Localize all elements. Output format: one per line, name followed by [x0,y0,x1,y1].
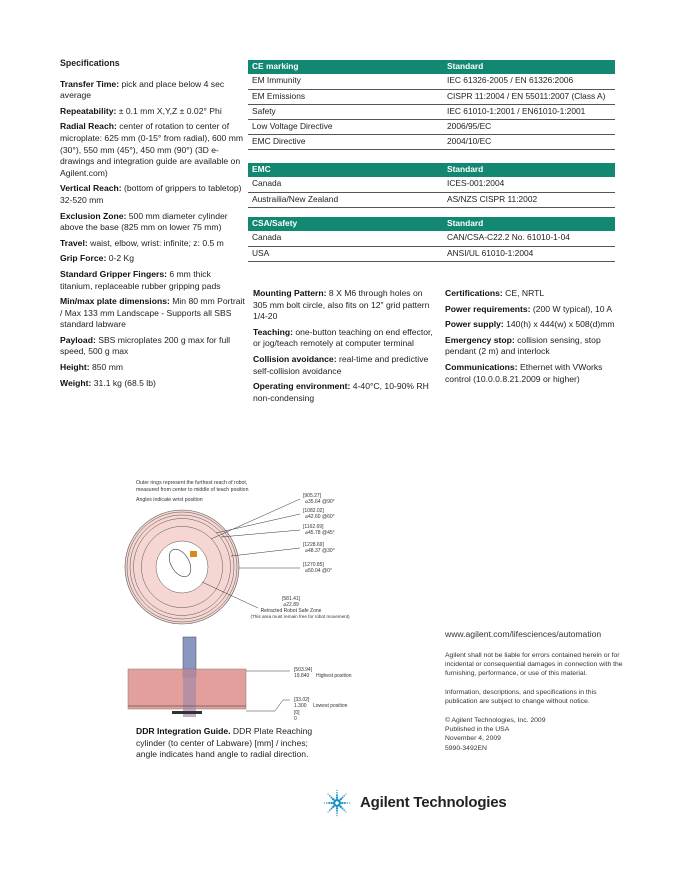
spark-dot [330,802,332,804]
spark-dot [343,809,345,811]
spec-label: Certifications: [445,288,503,298]
spec-label: Teaching: [253,326,293,337]
table-cell: ICES-001:2004 [443,177,615,192]
spark-dot [345,811,346,812]
low-label: Lowest position [313,703,348,709]
spec-value: 140(h) x 444(w) x 508(d)mm [503,319,615,330]
spec-label: Communications: [445,361,518,372]
spec-value: pick and place below 4 sec average [60,78,225,101]
table-cell: CISPR 11:2004 / EN 55011:2007 (Class A) [443,89,615,104]
column-header: Standard [443,163,615,177]
spark-dot [329,795,331,797]
column-header: CE marking [248,60,443,74]
spec-value: 850 mm [89,362,124,373]
spec-label: Emergency stop: [445,334,515,345]
spark-dot [336,796,338,798]
column-header: EMC [248,163,443,177]
high-in: 19.840 [294,673,310,679]
top-view [125,510,239,624]
ring-label-mm: [1162.69] [303,524,324,530]
zero-in: 0 [294,716,297,722]
diagram-note-3: Angles indicate wrist position [136,497,203,503]
spark-dot [349,802,350,803]
spark-dot [336,810,338,812]
low-in: 1.300 [294,703,307,709]
spec-label: Repeatability: [60,105,117,116]
spec-label: Min/max plate dimensions: [60,296,170,307]
spark-dot [332,806,334,808]
spec-value: real-time and predictive self-collision avoidance [253,353,429,376]
spark-dot [328,802,330,804]
spark-dot [336,815,337,816]
ring-label-angle: @30° [322,548,335,554]
disclaimer: Agilent shall not be liable for errors contained herein or for incidental or consequential damages in connection with the furnishing, performance, or use of this material. [445,651,623,678]
spec-value: (200 W typical), 10 A [530,303,613,314]
table-cell: EMC Directive [248,134,443,149]
spark-dot [328,794,329,795]
footer-info [445,629,625,753]
ring-label-mm: [1270.85] [303,562,324,568]
spec-label: Payload: [60,334,96,345]
spark-dot [336,812,338,814]
copyright: © Agilent Technologies, Inc. 2009 [445,716,546,724]
caption-text: DDR Plate Reaching cylinder (to center of Labware) [mm] / inches; angle indicates hand angle to radial direction. [136,726,313,760]
spec-value: collision sensing, stop pendant (2 m) and interlock [445,334,601,357]
diagram-caption [136,726,326,761]
publication-number: 5990-3492EN [445,744,487,752]
table-cell: 2004/10/EC [443,134,615,149]
spec-label: Vertical Reach: [60,183,122,194]
spark-dot [342,797,344,799]
agilent-spark-icon [322,786,352,820]
safe-mm: [581.41] [281,596,301,602]
spec-label: Transfer Time: [60,78,120,89]
spec-value: CE, NRTL [502,288,545,298]
spark-dot [345,794,346,795]
safe-in: ⌀22.89 [283,602,299,608]
high-label: Highest position [316,673,352,679]
table-cell: USA [248,246,443,261]
table-cell: EM Emissions [248,89,443,104]
table-cell: Austrailia/New Zealand [248,192,443,207]
spec-label: Standard Gripper Fingers: [60,268,167,279]
spark-dot [329,809,331,811]
notice: Information, descriptions, and specifications in this publication are subject to change without notice. [445,688,597,706]
ring-label-in: ⌀48.37 [305,548,321,554]
column-header: Standard [443,217,615,231]
ring-label-mm: [905.27] [303,493,322,499]
ring-label-in: ⌀45.78 [305,530,321,536]
diagram-note-2: measured from center to middle of teach position [136,487,249,493]
spark-dot [336,807,338,809]
ring-label-angle: @90° [322,499,335,505]
spark-dot [336,794,338,796]
ring-label-in: ⌀50.04 [305,568,321,574]
table-cell: EM Immunity [248,74,443,89]
spark-dot [336,792,338,794]
spec-label: Operating environment: [253,381,351,392]
spec-label: Height: [60,362,90,373]
spark-dot [342,808,344,810]
specifications-title: Specifications [60,58,120,68]
high-mm: [503.94] [294,667,313,673]
date: November 4, 2009 [445,735,501,743]
ring-label-angle: @45° [322,530,335,536]
spark-dot [331,808,333,810]
table-cell: CAN/CSA-C22.2 No. 61010-1-04 [443,231,615,246]
spec-value: Ethernet with VWorks control (10.0.0.8.21.2009 or higher) [445,361,603,384]
spec-value: center of rotation to center of microplate: 625 mm (0-15° from radial), 600 mm (30°), 550 mm (45°), 450 mm (90°) (3D e-drawings and integration guide are available on Agilent.com) [60,121,244,178]
ring-label-mm: [1082.02] [303,508,324,514]
spec-label: Mounting Pattern: [253,288,327,298]
spec-value: 4-40°C, 10-90% RH non-condensing [253,381,429,403]
spec-value: 8 X M6 through holes on 305 mm bolt circle, also fits on 12" grid pattern 1/4-20 [253,288,430,322]
spec-value: 6 mm thick titanium, replaceable rubber gripping pads [60,268,221,291]
table-cell: Canada [248,231,443,246]
spark-dot [341,802,343,804]
spec-value: ± 0.1 mm X,Y,Z ± 0.02° Phi [116,105,222,116]
ring-label-angle: @60° [322,514,335,520]
column-header: Standard [443,60,615,74]
logo-text: Agilent Technologies [360,794,507,812]
spec-label: Grip Force: [60,253,107,264]
table-cell: Safety [248,104,443,119]
table-cell: AS/NZS CISPR 11:2002 [443,192,615,207]
spec-value: one-button teaching on end effector, or jog/teach remotely at computer terminal [253,326,433,349]
spark-dot [346,802,348,804]
spark-dot [331,797,333,799]
table-cell: IEC 61326-2005 / EN 61326:2006 [443,74,615,89]
caption-title: DDR Integration Guide. [136,726,231,736]
diagram-note-1: Outer rings represent the furthest reach of robot, [136,480,248,486]
spec-value: 500 mm diameter cylinder above the base (825 mm on lower 75 mm) [60,210,228,233]
spark-dot [344,802,346,804]
spark-dot [336,790,337,791]
spec-label: Radial Reach: [60,121,117,132]
website-link[interactable]: www.agilent.com/lifesciences/automation [445,629,602,639]
spark-dot [340,806,342,808]
safe-note: (This area must remain free for robot movement) [250,614,350,619]
gripper-shape [190,551,197,557]
published: Published in the USA [445,726,510,734]
ring-label-angle: @0° [322,568,332,574]
spark-dot [324,802,325,803]
spec-label: Weight: [60,377,92,388]
ring-label-in: ⌀35.64 [305,499,321,505]
spec-label: Power supply: [445,319,504,330]
side-view [128,637,246,717]
column-header: CSA/Safety [248,217,443,231]
spec-value: 0-2 Kg [106,253,135,264]
spec-label: Travel: [60,237,88,248]
spark-dot [343,795,345,797]
ring-label-mm: [1228.69] [303,542,324,548]
spark-dot [326,802,328,804]
low-mm: [33.02] [294,697,310,703]
spec-value: (bottom of grippers to tabletop) 32-520 mm [60,183,242,205]
table-cell: 2006/95/EC [443,119,615,134]
spec-value: Min 80 mm Portrait / Max 133 mm Landscape - Supports all SBS standard labware [60,296,245,330]
table-cell: Canada [248,177,443,192]
spec-value: SBS microplates 200 g max for full speed, 500 g max [60,334,231,357]
table-cell: IEC 61010-1:2001 / EN61010-1:2001 [443,104,615,119]
agilent-logo [322,786,507,820]
spark-dot [328,811,329,812]
spec-label: Power requirements: [445,303,531,314]
table-cell: ANSI/UL 61010-1:2004 [443,246,615,261]
spec-value: waist, elbow, wrist: infinite; z: 0.5 m [87,237,224,248]
table-cell: Low Voltage Directive [248,119,443,134]
spec-label: Exclusion Zone: [60,210,127,221]
spec-label: Collision avoidance: [253,353,337,364]
safe-label: Retracted Robot Safe Zone [260,608,322,614]
zero-mm: [0] [294,710,300,716]
spark-dot [332,798,334,800]
spec-value: 31.1 kg (68.5 lb) [91,377,156,388]
ring-label-in: ⌀42.60 [305,514,321,520]
spark-dot [340,798,342,800]
